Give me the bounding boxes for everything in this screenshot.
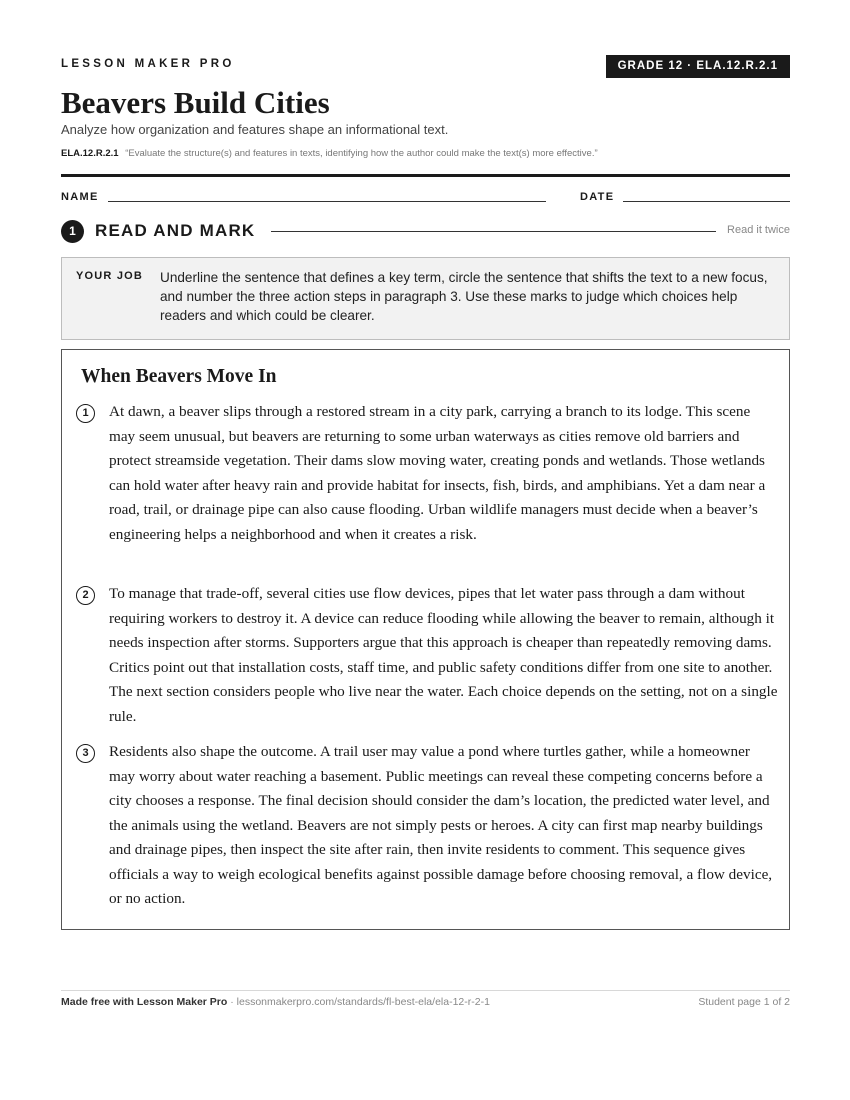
instructions-box	[61, 257, 790, 340]
paragraph-number: 2	[76, 586, 95, 605]
grade-badge: GRADE 12 · ELA.12.R.2.1	[606, 55, 790, 78]
header-divider	[61, 174, 790, 177]
date-label: DATE	[580, 191, 615, 203]
footer-link[interactable]: · lessonmakerpro.com/standards/fl-best-ela/ela-12-r-2-1	[230, 996, 490, 1008]
paragraph-text: To manage that trade-off, several cities use flow devices, pipes that let water pass through a dam without requiring workers to destroy it. A device can reduce flooding while allowing the beaver to remain, although it needs inspection after storms. Supporters argue that this approach is cheaper than repeatedly removing dams. Critics point out that installation costs, staff time, and public safety conditions differ from one site to another. The next section considers people who live near the water. Each choice depends on the setting, not on a single rule.	[109, 585, 778, 725]
footer-divider	[61, 990, 790, 991]
standard-code: ELA.12.R.2.1	[61, 148, 119, 159]
standard-line	[61, 148, 598, 159]
section-note: Read it twice	[727, 224, 790, 236]
brand-row	[61, 55, 790, 79]
paragraph-number: 3	[76, 744, 95, 763]
section-number-badge: 1	[61, 220, 84, 243]
page-subtitle: Analyze how organization and features shape an informational text.	[61, 122, 449, 137]
instructions-label: YOUR JOB	[76, 270, 144, 282]
passage-title: When Beavers Move In	[81, 366, 277, 387]
date-field[interactable]	[623, 201, 790, 202]
name-label: NAME	[61, 191, 99, 203]
section-header	[61, 220, 790, 244]
brand-name: LESSON MAKER PRO	[61, 58, 235, 70]
name-field[interactable]	[108, 201, 546, 202]
section-divider	[271, 231, 716, 232]
section-title: READ AND MARK	[95, 221, 256, 240]
standard-text: “Evaluate the structure(s) and features in texts, identifying how the author could make the text(s) more effective.”	[125, 148, 598, 159]
paragraph-text: At dawn, a beaver slips through a restored stream in a city park, carrying a branch to its lodge. This scene may seem unusual, but beavers are returning to some urban waterways as cities remove old barriers and protect streamside vegetation. Their dams slow moving water, creating ponds and wetlands. Those wetlands can hold water after heavy rain and provide habitat for insects, fish, birds, and amphibians. Yet a dam near a road, trail, or drainage pipe can also cause flooding. Urban wildlife managers must decide when a beaver’s engineering helps a neighborhood and when it creates a risk.	[109, 403, 766, 543]
footer	[61, 996, 790, 1008]
paragraph-number: 1	[76, 404, 95, 423]
reading-passage	[61, 349, 790, 930]
page-title: Beavers Build Cities	[61, 85, 330, 120]
paragraph-text: Residents also shape the outcome. A trail user may value a pond where turtles gather, while a homeowner may worry about water reaching a basement. Public meetings can reveal these competing concerns before a city chooses a response. The final decision should consider the dam’s location, the predicted water level, and the animals using the wetland. Beavers are not simply pests or heroes. A city can first map nearby buildings and drainage pipes, then inspect the site after rain, then invite residents to comment. This sequence gives officials a way to weigh ecological benefits against possible damage before choosing removal, a flow device, or no action.	[109, 743, 773, 907]
instructions-text: Underline the sentence that defines a key term, circle the sentence that shifts the text to a new focus, and number the three action steps in paragraph 3. Use these marks to judge which choices help readers and which could be clearer.	[160, 270, 768, 323]
page-number: Student page 1 of 2	[698, 996, 790, 1008]
footer-made-with: Made free with Lesson Maker Pro	[61, 996, 228, 1008]
student-info-row	[61, 190, 790, 206]
